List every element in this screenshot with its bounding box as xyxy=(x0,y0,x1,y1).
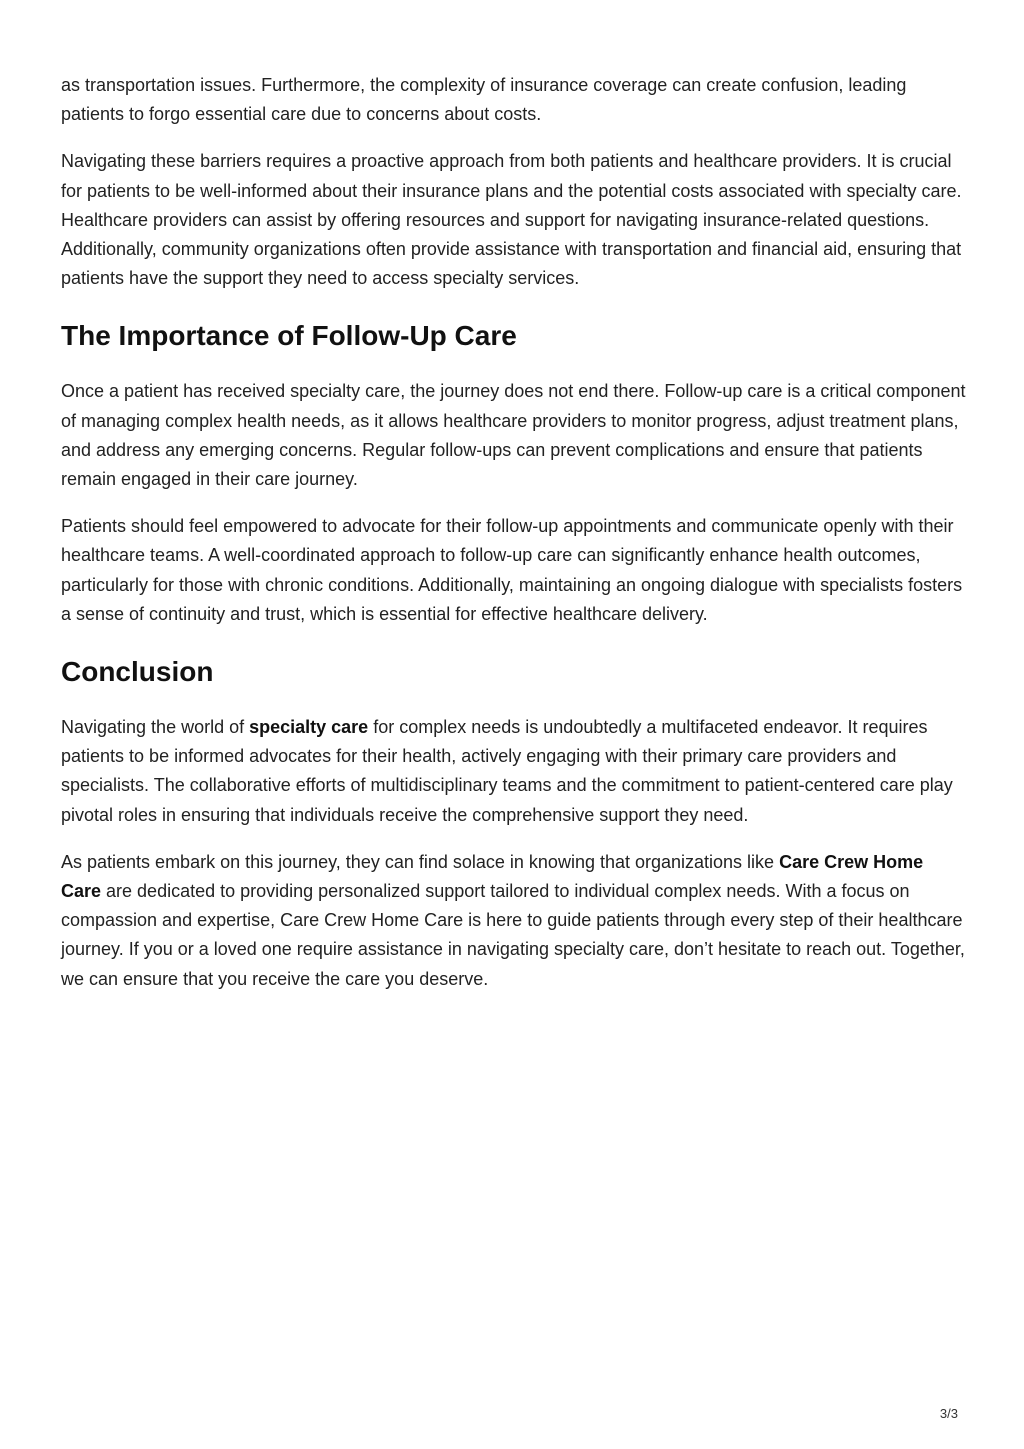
paragraph-follow-up-advocacy: Patients should feel empowered to advocate for their follow-up appointments and communicate openly with their healthcare teams. A well-coordinated approach to follow-up care can significantly enhance health outcomes, particularly for those with chronic conditions. Additionally, maintaining an ongoing dialogue with specialists fosters a sense of continuity and trust, which is essential for effective healthcare delivery. xyxy=(61,516,963,624)
paragraph-conclusion-care-crew xyxy=(61,848,966,994)
text-run: As patients embark on this journey, they can find solace in knowing that organizations like xyxy=(61,851,780,872)
paragraph-navigating-barriers: Navigating these barriers requires a proactive approach from both patients and healthcare providers. It is crucial for patients to be well-informed about their insurance plans and the potential costs associated with specialty care. Healthcare providers can assist by offering resources and support for navigating insurance-related questions. Additionally, community organizations often provide assistance with transportation and financial aid, ensuring that patients have the support they need to access specialty services. xyxy=(61,151,962,289)
page-number: 3/3 xyxy=(939,1406,958,1421)
heading-conclusion: Conclusion xyxy=(61,656,214,688)
text-run: are dedicated to providing personalized support tailored to individual complex needs. With a focus on compassion and expertise, Care Crew Home Care is here to guide patients through every step of their healthcare journey. If you or a loved one require assistance in navigating specialty care, don’t hesitate to reach out. Together, we can ensure that you receive the care you deserve. xyxy=(61,881,965,989)
paragraph-transportation-issues: as transportation issues. Furthermore, the complexity of insurance coverage can create confusion, leading patients to forgo essential care due to concerns about costs. xyxy=(61,75,907,125)
document-body xyxy=(61,71,966,1012)
bold-text-care-crew-home-care: Care Crew Home Care xyxy=(61,851,924,902)
text-run: for complex needs is undoubtedly a multifaceted endeavor. It requires patients to be informed advocates for their health, actively engaging with their primary care providers and specialists. The collaborative efforts of multidisciplinary teams and the commitment to patient-centered care play pivotal roles in ensuring that individuals receive the comprehensive support they need. xyxy=(61,717,953,825)
text-run: Navigating the world of xyxy=(61,717,250,738)
bold-text-specialty-care: specialty care xyxy=(249,717,369,738)
heading-follow-up-care: The Importance of Follow-Up Care xyxy=(61,320,517,352)
paragraph-conclusion-specialty-care xyxy=(61,713,966,830)
paragraph-follow-up-journey: Once a patient has received specialty care, the journey does not end there. Follow-up care is a critical component of managing complex health needs, as it allows healthcare providers to monitor progress, adjust treatment plans, and address any emerging concerns. Regular follow-ups can prevent complications and ensure that patients remain engaged in their care journey. xyxy=(61,381,966,490)
